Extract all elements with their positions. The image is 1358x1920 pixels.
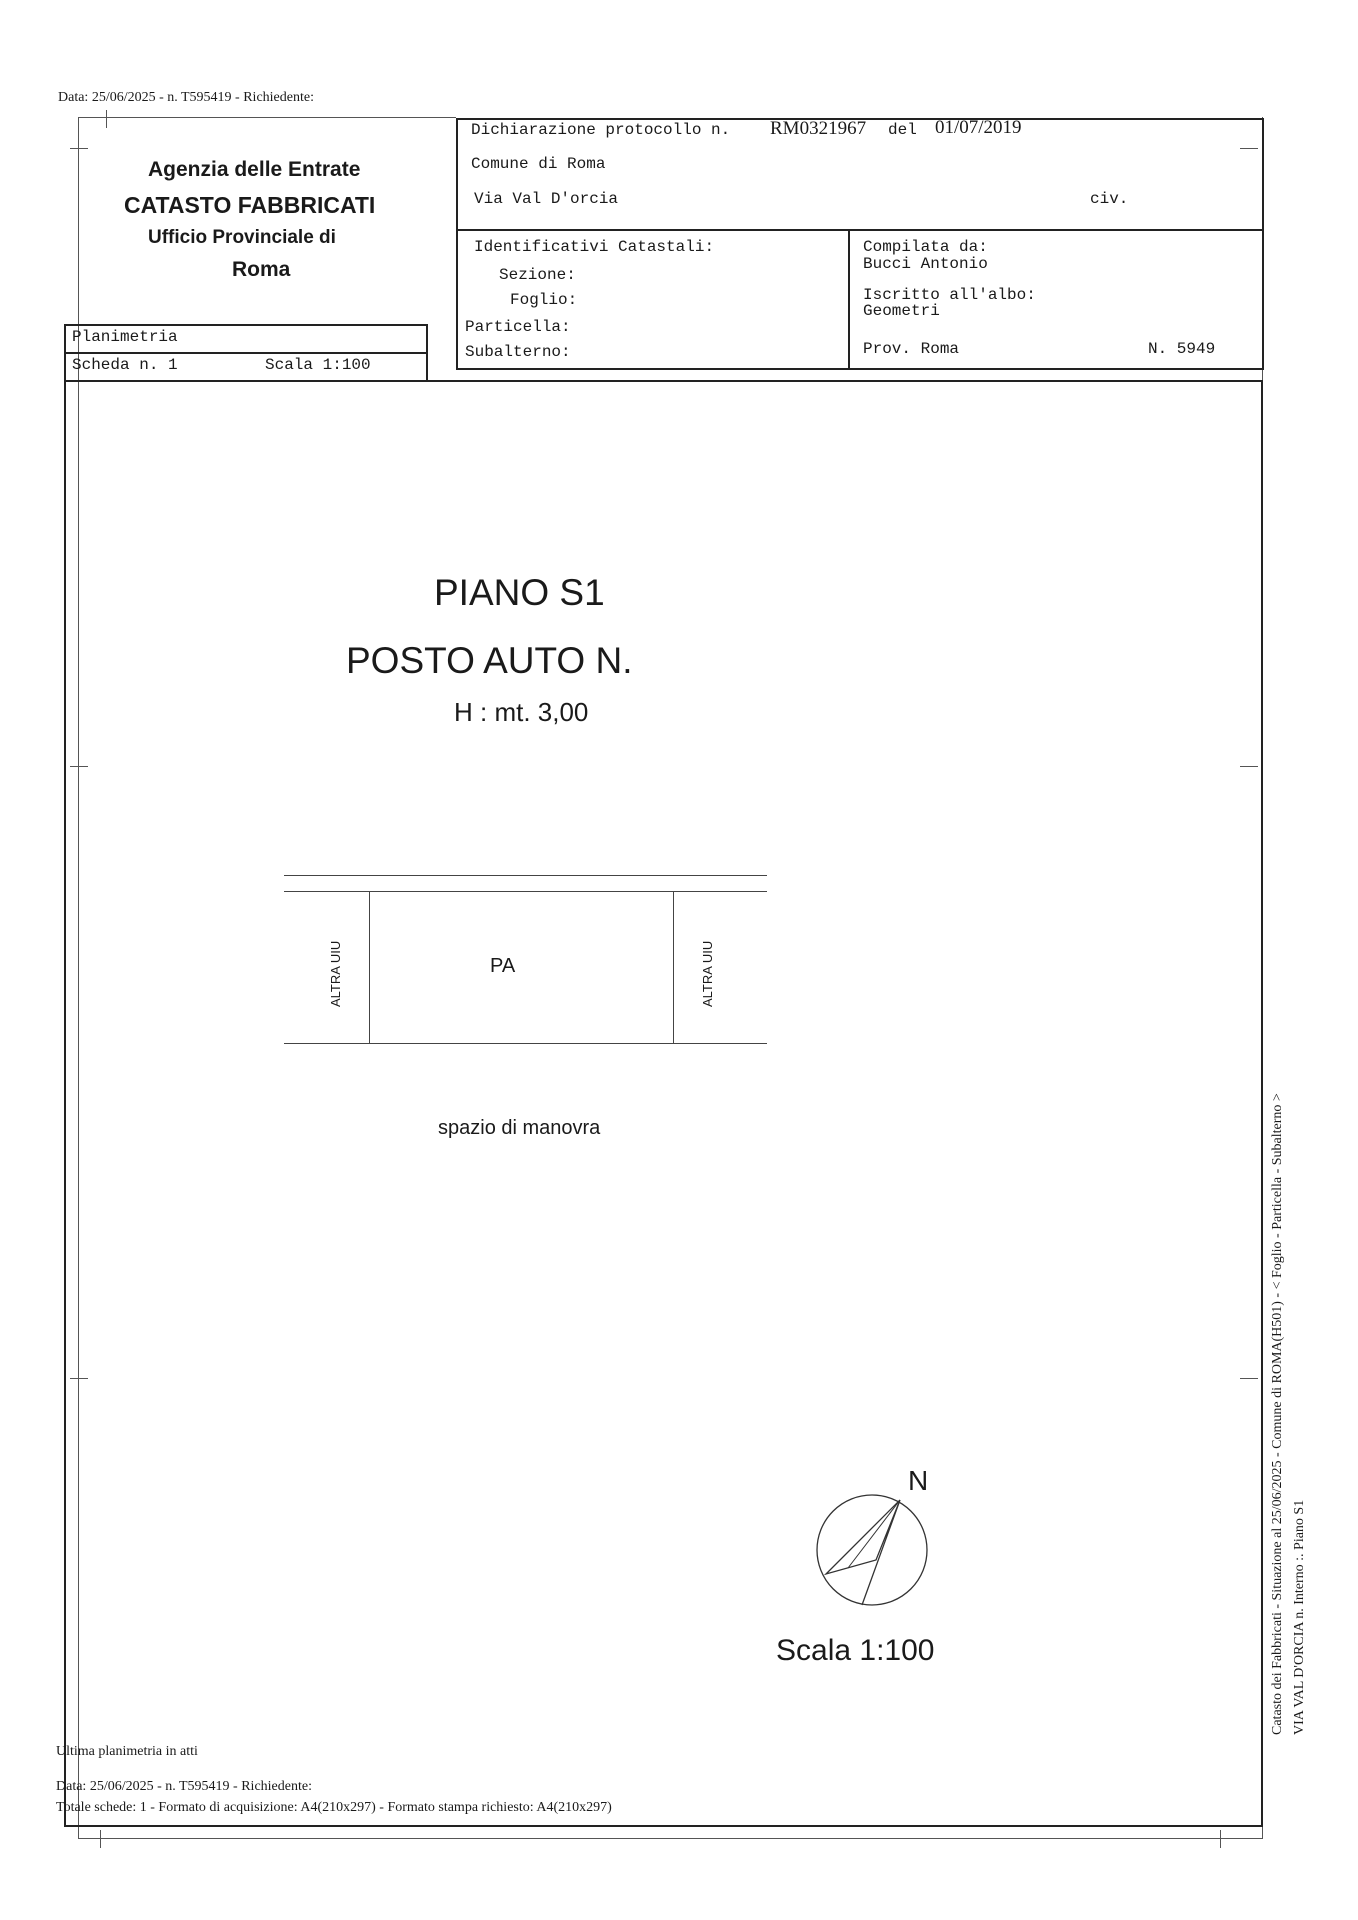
footer-format-info: Totale schede: 1 - Formato di acquisizione: A4(210x297) - Formato stampa richiesto: A4(210x297) [56,1800,612,1815]
maneuver-space-label: spazio di manovra [438,1117,601,1139]
address-civ-label: civ. [1090,190,1129,208]
protocol-label: Dichiarazione protocollo n. [471,121,731,139]
comune-label: Comune di Roma [471,155,606,173]
request-info-top: Data: 25/06/2025 - n. T595419 - Richiedente: [58,90,314,105]
agency-name: Agenzia delle Entrate [148,158,361,181]
footer-request-info: Data: 25/06/2025 - n. T595419 - Richiedente: [56,1779,312,1794]
north-arrow-icon [812,1490,932,1610]
address-via: Via Val D'orcia [474,190,619,208]
parking-space-label: PA [490,955,516,977]
subalterno-label: Subalterno: [465,343,571,361]
north-label: N [908,1465,929,1496]
planimetria-label: Planimetria [72,328,178,346]
tick-mark [1220,1830,1221,1848]
identificativi-title: Identificativi Catastali: [474,238,715,256]
plan-floor-title: PIANO S1 [434,572,605,613]
particella-label: Particella: [465,318,571,336]
side-address-info: VIA VAL D'ORCIA n. Interno :. Piano S1 [1292,1499,1307,1735]
frame-bottom-line [78,1838,1263,1839]
foglio-label: Foglio: [510,291,578,309]
sezione-label: Sezione: [499,266,576,284]
frame-top-line-left [78,117,456,118]
prov-label: Prov. Roma [863,340,960,358]
protocol-number: RM0321967 [770,118,867,139]
protocol-date: 01/07/2019 [935,117,1022,138]
agency-office: Ufficio Provinciale di [148,227,336,248]
tick-mark [100,1830,101,1848]
scheda-label: Scheda n. 1 [72,356,178,374]
footer-last-planimetry: Ultima planimetria in atti [56,1744,198,1759]
plan-parking-title: POSTO AUTO N. [346,640,633,681]
tick-mark [106,110,107,128]
albo-value: Geometri [863,302,940,320]
agency-catasto: CATASTO FABBRICATI [124,192,376,218]
compilata-label: Compilata da: [863,238,988,256]
compilata-name: Bucci Antonio [863,255,988,273]
agency-city: Roma [232,258,291,281]
plan-wall-line [284,891,767,892]
right-unit-label: ALTRA UIU [700,940,715,1007]
drawing-frame [64,380,1263,1827]
plan-scale-label: Scala 1:100 [776,1634,935,1667]
parking-divider-right [673,891,674,1043]
registration-number: N. 5949 [1148,340,1216,358]
plan-height: H : mt. 3,00 [454,697,589,727]
albo-label: Iscritto all'albo: [863,286,1036,304]
tick-mark [70,148,88,149]
protocol-del-label: del [888,121,917,139]
plan-bottom-line [284,1043,767,1044]
left-unit-label: ALTRA UIU [328,940,343,1007]
plan-top-line [284,875,767,876]
side-catasto-info: Catasto dei Fabbricati - Situazione al 25/06/2025 - Comune di ROMA(H501) - < Foglio - Particella - Subalterno > [1270,1093,1285,1735]
scheda-scala: Scala 1:100 [265,356,371,374]
parking-divider-left [369,891,370,1043]
